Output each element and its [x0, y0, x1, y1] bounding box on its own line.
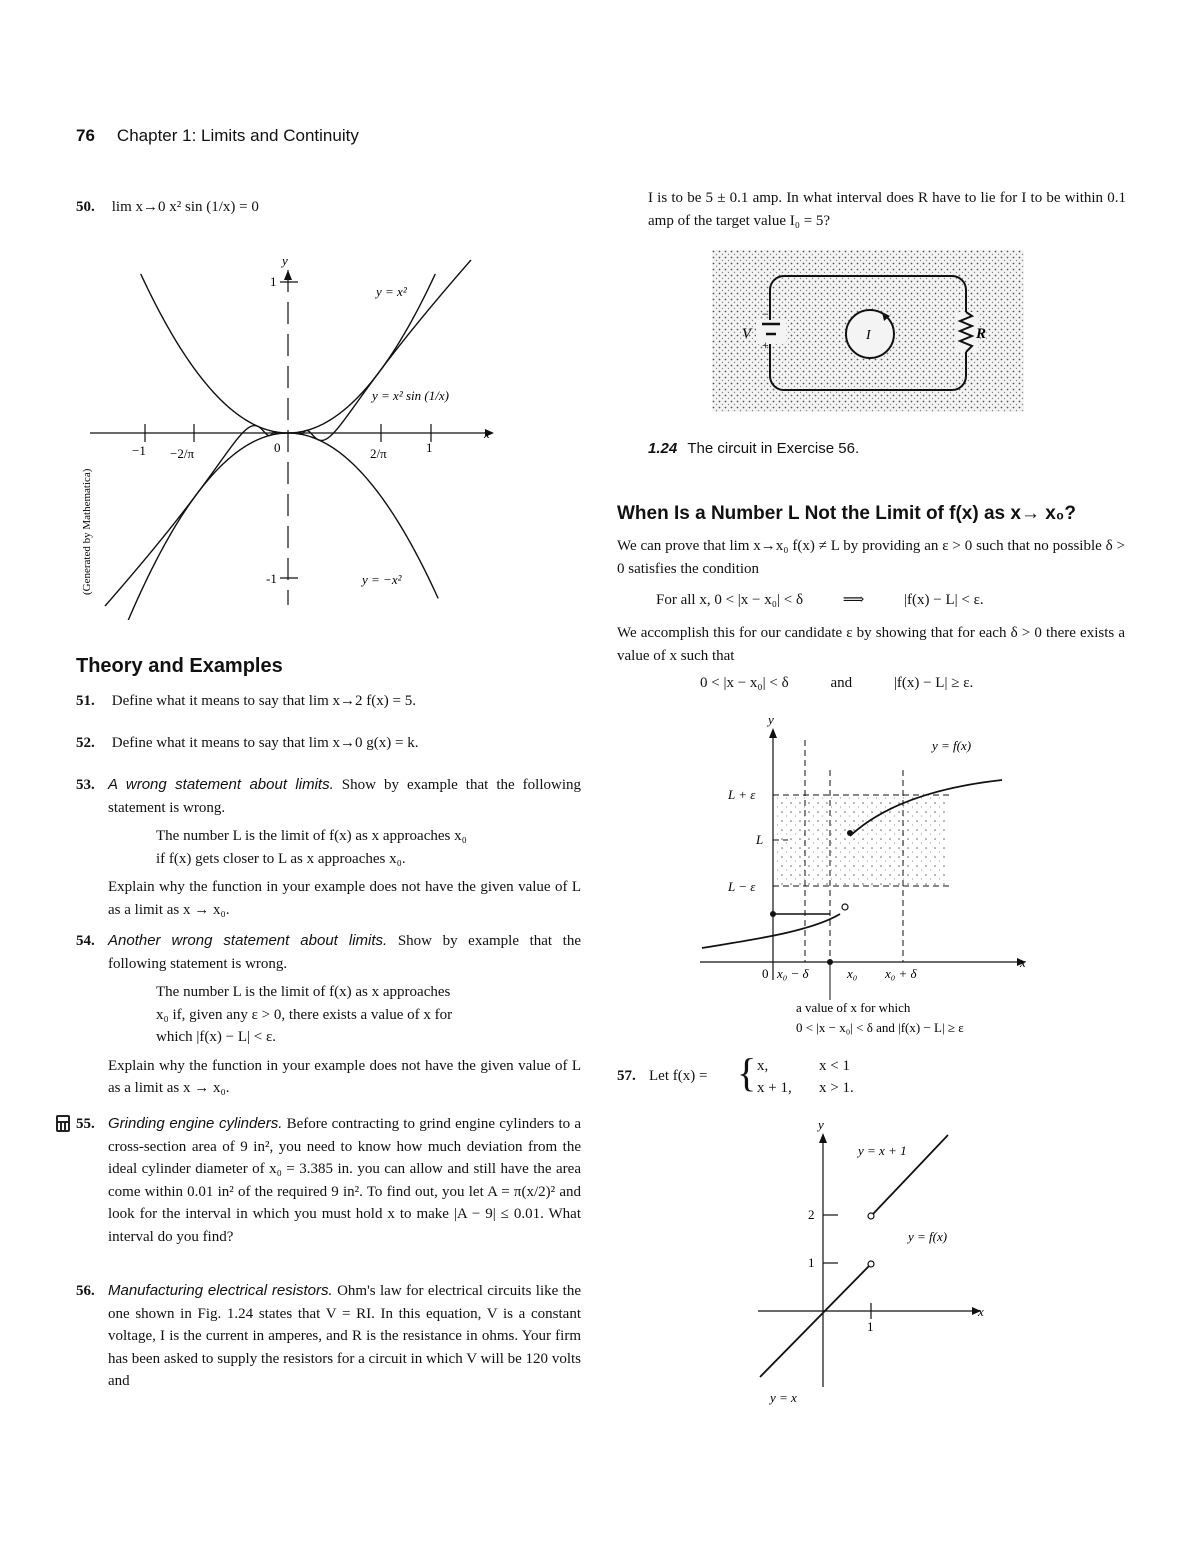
condition-1-left: For all x, 0 < |x − x₀| < δ [656, 592, 804, 608]
exercise-50-formula: lim x→0 x² sin (1/x) = 0 [111, 199, 259, 215]
case1-cond: x < 1 [819, 1058, 850, 1074]
curve-label: y = f(x) [932, 738, 972, 753]
battery-minus: − [762, 307, 769, 321]
label-zero: 0 [762, 966, 769, 981]
exercise-54-statement-3: which |f(x) − L| < ε. [156, 1029, 277, 1045]
exercise-53-statement-2: if f(x) gets closer to L as x approaches x₀. [156, 850, 406, 867]
ytick-label-1: 1 [808, 1255, 815, 1270]
label-l-minus-eps: L − ε [728, 879, 756, 894]
voltage-label: V [742, 326, 752, 342]
exercise-number: 54. [76, 933, 95, 949]
exercise-50 [76, 196, 259, 219]
exercise-57 [617, 1050, 1097, 1099]
curve-neg-x-squared [105, 433, 438, 620]
exercise-number: 55. [76, 1116, 95, 1132]
note-line-2: 0 < |x − x₀| < δ and |f(x) − L| ≥ ε [796, 1020, 964, 1035]
exercise-55-title: Grinding engine cylinders. [108, 1115, 283, 1132]
condition-1-arrow: ⟹ [842, 592, 865, 608]
exercise-54-intro: Show by example that the following statement is wrong. [108, 933, 582, 972]
exercise-51-text: Define what it means to say that lim x→2 f(x) = 5. [111, 693, 416, 709]
tick-label-2pi: 2/π [370, 446, 387, 461]
curve-left-branch [702, 914, 840, 948]
condition-1-right: |f(x) − L| < ε. [904, 592, 984, 608]
y-axis-arrow [819, 1133, 827, 1143]
label-x0-plus-delta: x₀ + δ [885, 966, 917, 981]
piecewise-brace: { [737, 1050, 757, 1095]
theory-title: Theory and Examples [76, 655, 283, 677]
epsilon-band [776, 795, 948, 886]
exercise-56 [76, 1280, 581, 1393]
circuit-figure [712, 250, 1027, 415]
y-axis-point [770, 911, 776, 917]
exercise-53-statement-1: The number L is the limit of f(x) as x approaches x₀ [156, 828, 467, 844]
exercise-54-statement-2: x₀ if, given any ε > 0, there exists a value of x for [156, 1006, 453, 1023]
section-title-not-limit: When Is a Number L Not the Limit of f(x) as x→ x₀? [617, 503, 1076, 524]
ytick-label-1: 1 [270, 274, 277, 289]
exercise-54-statement-1: The number L is the limit of f(x) as x approaches [156, 984, 451, 1000]
case2-cond: x > 1. [819, 1080, 854, 1096]
note-line-1: a value of x for which [796, 1000, 911, 1015]
exercise-53-explain: Explain why the function in your example does not have the given value of L as a limit as x → x₀. [108, 879, 581, 918]
x-axis-label: x [1020, 955, 1026, 970]
exercise-53-intro: Show by example that the following statement is wrong. [108, 777, 581, 816]
exercise-number: 50. [76, 199, 95, 215]
label-l: L [756, 832, 764, 847]
figure-caption-text: The circuit in Exercise 56. [687, 440, 860, 457]
y-axis-arrow [284, 270, 292, 280]
tick-label-neg1: −1 [132, 443, 146, 458]
figure-caption [648, 440, 859, 457]
case1-expr: x, [757, 1058, 769, 1074]
label-line-upper: y = x + 1 [858, 1143, 907, 1158]
exercise-56-text: Ohm's law for electrical circuits like the one shown in Fig. 1.24 states that V = RI. In this equation, V is a constant voltage, I is the current in amperes, and R is the resistance in ohms. Your firm has been asked to supply the resistors for a circuit in which V will be 120 volts and [108, 1283, 581, 1389]
exercise-53-title: A wrong statement about limits. [108, 776, 334, 793]
open-point-1 [868, 1261, 874, 1267]
filled-point [847, 830, 853, 836]
y-axis-label: y [282, 253, 288, 268]
figure-x2-sin [70, 250, 510, 620]
exercise-56-title: Manufacturing electrical resistors. [108, 1282, 333, 1299]
label-x0: x₀ [847, 966, 858, 981]
case2-expr: x + 1, [757, 1080, 792, 1096]
label-l-plus-eps: L + ε [728, 787, 756, 802]
label-neg-x-squared: y = −x² [362, 572, 402, 587]
condition-2-left: 0 < |x − x₀| < δ [700, 675, 789, 691]
condition-2-and: and [830, 675, 853, 691]
para-prove: We can prove that lim x→x₀ f(x) ≠ L by providing an ε > 0 such that no possible δ > 0 satisfies the condition [617, 538, 1125, 577]
para-accomplish: We accomplish this for our candidate ε by showing that for each δ > 0 there exists a value of x such that [617, 625, 1125, 664]
label-f-of-x: y = f(x) [908, 1229, 948, 1244]
exercise-54-title: Another wrong statement about limits. [108, 932, 388, 949]
exercise-number: 53. [76, 777, 95, 793]
mathematica-caption: (Generated by Mathematica) [81, 468, 93, 595]
exercise-54 [76, 930, 581, 1100]
ytick-label-2: 2 [808, 1207, 815, 1222]
tick-label-1: 1 [426, 440, 433, 455]
exercise-51 [76, 690, 581, 713]
y-axis-label: y [818, 1117, 824, 1132]
ytick-label-neg1: -1 [266, 571, 277, 586]
exercise-56-continued: I is to be 5 ± 0.1 amp. In what interval does R have to lie for I to be within 0.1 amp of the target value I₀ = 5? [648, 190, 1126, 229]
exercise-52-text: Define what it means to say that lim x→0 g(x) = k. [111, 735, 419, 751]
tick-label-neg2pi: −2/π [170, 446, 195, 461]
condition-2-right: |f(x) − L| ≥ ε. [893, 675, 974, 691]
exercise-number: 56. [76, 1283, 95, 1299]
chapter-title: Chapter 1: Limits and Continuity [116, 126, 359, 145]
page-number: 76 [76, 126, 95, 145]
exercise-52 [76, 732, 581, 755]
exercise-number: 51. [76, 693, 95, 709]
label-x2-sin: y = x² sin (1/x) [372, 388, 449, 403]
line-y-equals-x [760, 1266, 869, 1377]
condition-2 [700, 672, 1130, 695]
calculator-icon [56, 1115, 70, 1132]
exercise-number: 57. [617, 1068, 636, 1084]
exercise-57-lead: Let f(x) = [649, 1068, 708, 1084]
figure-epsilon-delta [690, 710, 1050, 1040]
page-header [76, 126, 359, 146]
y-axis-label: y [768, 712, 774, 727]
x-axis-label: x [484, 426, 490, 441]
figure-piecewise [740, 1115, 1000, 1415]
battery-plus: + [762, 338, 769, 352]
resistance-label: R [976, 326, 987, 342]
current-label: I [866, 328, 871, 343]
label-x0-minus-delta: x₀ − δ [777, 966, 809, 981]
open-point-2 [868, 1213, 874, 1219]
x-axis-label: x [978, 1304, 984, 1319]
exercise-55-text: Before contracting to grind engine cylinders to a cross-section area of 9 in², you need to know how much deviation from the ideal cylinder diameter of x₀ = 3.385 in. you can allow and still have the area come within 0.01 in² of the required 9 in². To find out, you let A = π(x/2)² and look for the interval in which you must hold x to make |A − 9| ≤ 0.01. What interval do you find? [108, 1116, 582, 1245]
label-x-squared: y = x² [376, 284, 407, 299]
tick-label-0: 0 [274, 440, 281, 455]
exercise-55 [76, 1113, 581, 1248]
xtick-label-1: 1 [867, 1319, 874, 1334]
exercise-53 [76, 774, 581, 921]
exercise-54-explain: Explain why the function in your example does not have the given value of L as a limit as x → x₀. [108, 1057, 581, 1096]
exercise-number: 52. [76, 735, 95, 751]
label-line-lower: y = x [770, 1390, 797, 1405]
figure-number: 1.24 [648, 440, 678, 457]
y-axis-arrow [769, 728, 777, 738]
condition-1 [656, 589, 1126, 612]
open-point [842, 904, 848, 910]
